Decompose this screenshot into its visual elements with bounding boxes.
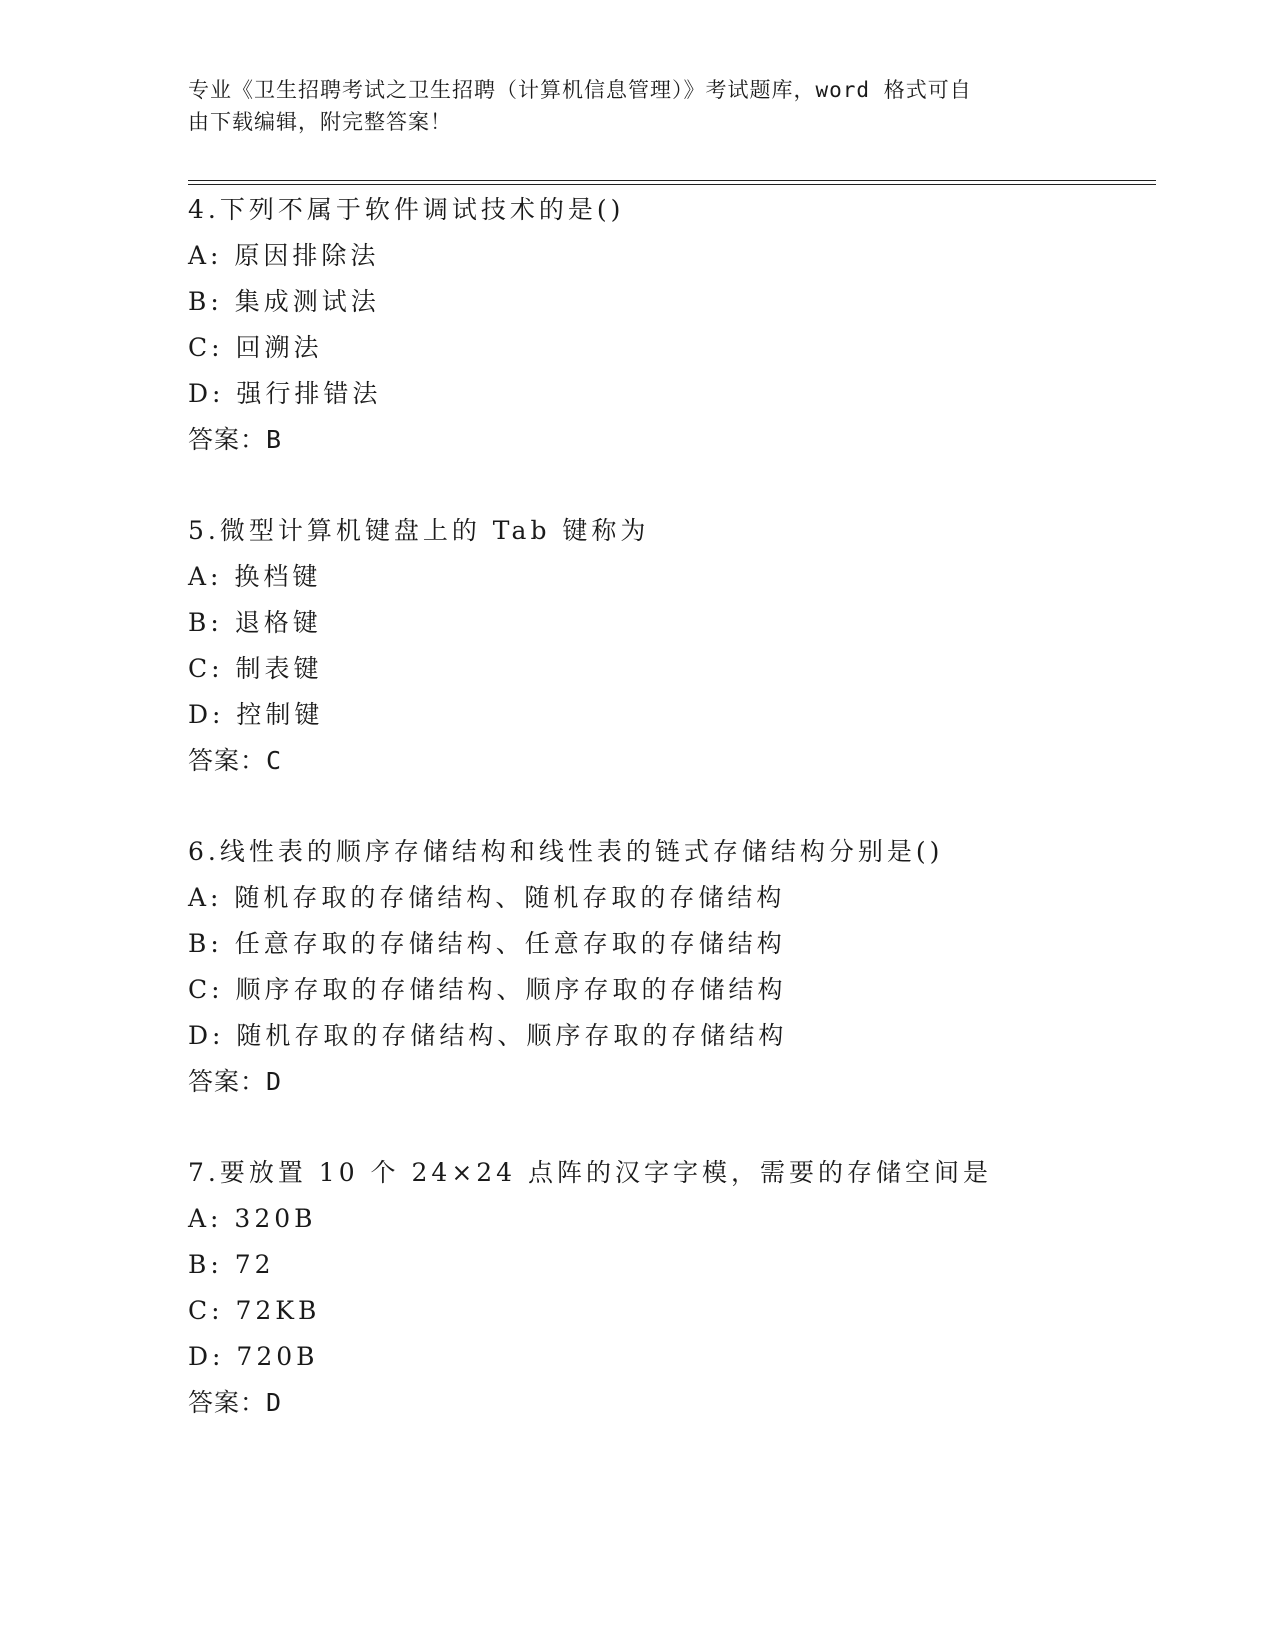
header-divider-bottom — [188, 184, 1156, 185]
header-line-2: 由下载编辑，附完整答案！ — [188, 110, 452, 134]
question-6 — [188, 829, 1188, 1105]
option-a: A: 换档键 — [188, 562, 322, 591]
question-stem: 7.要放置 10 个 24×24 点阵的汉字字模，需要的存储空间是 — [188, 1158, 993, 1187]
header-line-1: 专业《卫生招聘考试之卫生招聘（计算机信息管理）》考试题库，word 格式可自 — [188, 78, 972, 102]
question-stem: 6.线性表的顺序存储结构和线性表的链式存储结构分别是() — [188, 837, 944, 866]
option-a: A: 320B — [188, 1204, 317, 1233]
option-a: A: 随机存取的存储结构、随机存取的存储结构 — [188, 883, 786, 912]
question-7 — [188, 1150, 1188, 1426]
option-c: C: 顺序存取的存储结构、顺序存取的存储结构 — [188, 975, 787, 1004]
option-d: D: 控制键 — [188, 700, 324, 729]
option-b: B: 退格键 — [188, 608, 322, 637]
question-stem: 4.下列不属于软件调试技术的是() — [188, 195, 625, 224]
answer-line: 答案：B — [188, 425, 283, 454]
header-divider-top — [188, 180, 1156, 181]
option-a: A: 原因排除法 — [188, 241, 380, 270]
option-b: B: 72 — [188, 1250, 275, 1279]
option-d: D: 强行排错法 — [188, 379, 382, 408]
option-b: B: 任意存取的存储结构、任意存取的存储结构 — [188, 929, 786, 958]
question-stem: 5.微型计算机键盘上的 Tab 键称为 — [188, 516, 650, 545]
answer-line: 答案：C — [188, 746, 283, 775]
answer-line: 答案：D — [188, 1388, 283, 1417]
option-c: C: 回溯法 — [188, 333, 323, 362]
document-header — [188, 74, 1068, 138]
option-b: B: 集成测试法 — [188, 287, 380, 316]
question-4 — [188, 187, 1188, 463]
option-c: C: 72KB — [188, 1296, 321, 1325]
answer-line: 答案：D — [188, 1067, 283, 1096]
option-d: D: 720B — [188, 1342, 319, 1371]
option-c: C: 制表键 — [188, 654, 323, 683]
option-d: D: 随机存取的存储结构、顺序存取的存储结构 — [188, 1021, 788, 1050]
question-5 — [188, 508, 1188, 784]
